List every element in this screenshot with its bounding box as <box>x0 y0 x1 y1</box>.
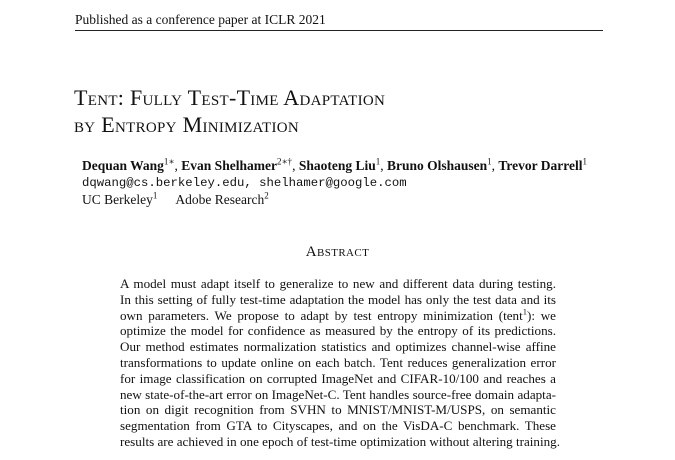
abstract-line: optimize the model for confidence as measured by the entropy of its predictions. <box>120 323 556 339</box>
abstract-line-text: own parameters. We propose to adapt by test entropy minimization (tent <box>120 307 523 323</box>
author-name: Dequan Wang <box>82 158 164 173</box>
abstract-line: segmentation from GTA to Cityscapes, and on the VisDA-C benchmark. These <box>120 418 556 434</box>
author-affil-mark: 1∗ <box>163 156 175 167</box>
author-list: Dequan Wang$^{1∗}$, Evan Shelhamer$^{2∗\dagger}$, Shaoteng Liu$^1$, Bruno Olshausen$^1$, Trevor Darrell$^1$ <box>82 156 587 173</box>
author-name: Shaoteng Liu <box>298 158 376 173</box>
abstract-line: for image classification on corrupted ImageNet and CIFAR-10/100 and reaches a <box>120 370 556 386</box>
author-name: Trevor Darrell <box>498 158 583 173</box>
abstract-line: Our method estimates normalization statistics and optimizes channel-wise affine <box>120 339 556 355</box>
abstract-line: results are achieved in one epoch of test-time optimization without altering training. <box>120 433 560 449</box>
affiliation-mark: 2 <box>264 190 269 201</box>
abstract-line-tail: ): we <box>526 307 556 323</box>
abstract-line: transformations to update online on each batch. Tent reduces generalization error <box>120 354 556 370</box>
affiliation-mark: 1 <box>152 190 158 201</box>
author-name: Bruno Olshausen <box>386 158 488 173</box>
abstract-heading: Abstract <box>305 244 370 260</box>
abstract-line: tion on digit recognition from SVHN to MNIST/MNIST-M/USPS, on semantic <box>120 402 556 418</box>
paper-title <box>74 84 614 138</box>
running-header: Published as a conference paper at ICLR 2021 <box>75 10 603 31</box>
author-affil-mark: 1 <box>487 156 492 167</box>
abstract-body <box>120 276 560 450</box>
author-affil-mark: 1 <box>582 156 587 167</box>
affiliation-list <box>82 191 269 208</box>
abstract-line <box>120 308 556 324</box>
affiliation-name: Adobe Research <box>175 192 265 207</box>
abstract-line: A model must adapt itself to generalize to new and different data during testing. <box>120 276 556 291</box>
title-line-2: by Entropy Minimization <box>74 112 300 137</box>
affiliation-name: UC Berkeley <box>82 192 153 207</box>
author-emails[interactable]: dqwang@cs.berkeley.edu, shelhamer@google.com <box>82 176 407 190</box>
abstract-line: In this setting of fully test-time adaptation the model has only the test data and its <box>120 291 556 307</box>
footnote-mark: 1 <box>522 306 527 317</box>
author-affil-mark: 1 <box>375 156 381 167</box>
author-affil-mark: 2∗† <box>276 156 293 167</box>
author-name: Evan Shelhamer <box>181 158 277 173</box>
title-line-1: Tent: Fully Test-Time Adaptation <box>74 85 386 110</box>
abstract-line: new state-of-the-art error on ImageNet-C. Tent handles source-free domain adapta- <box>120 386 556 402</box>
